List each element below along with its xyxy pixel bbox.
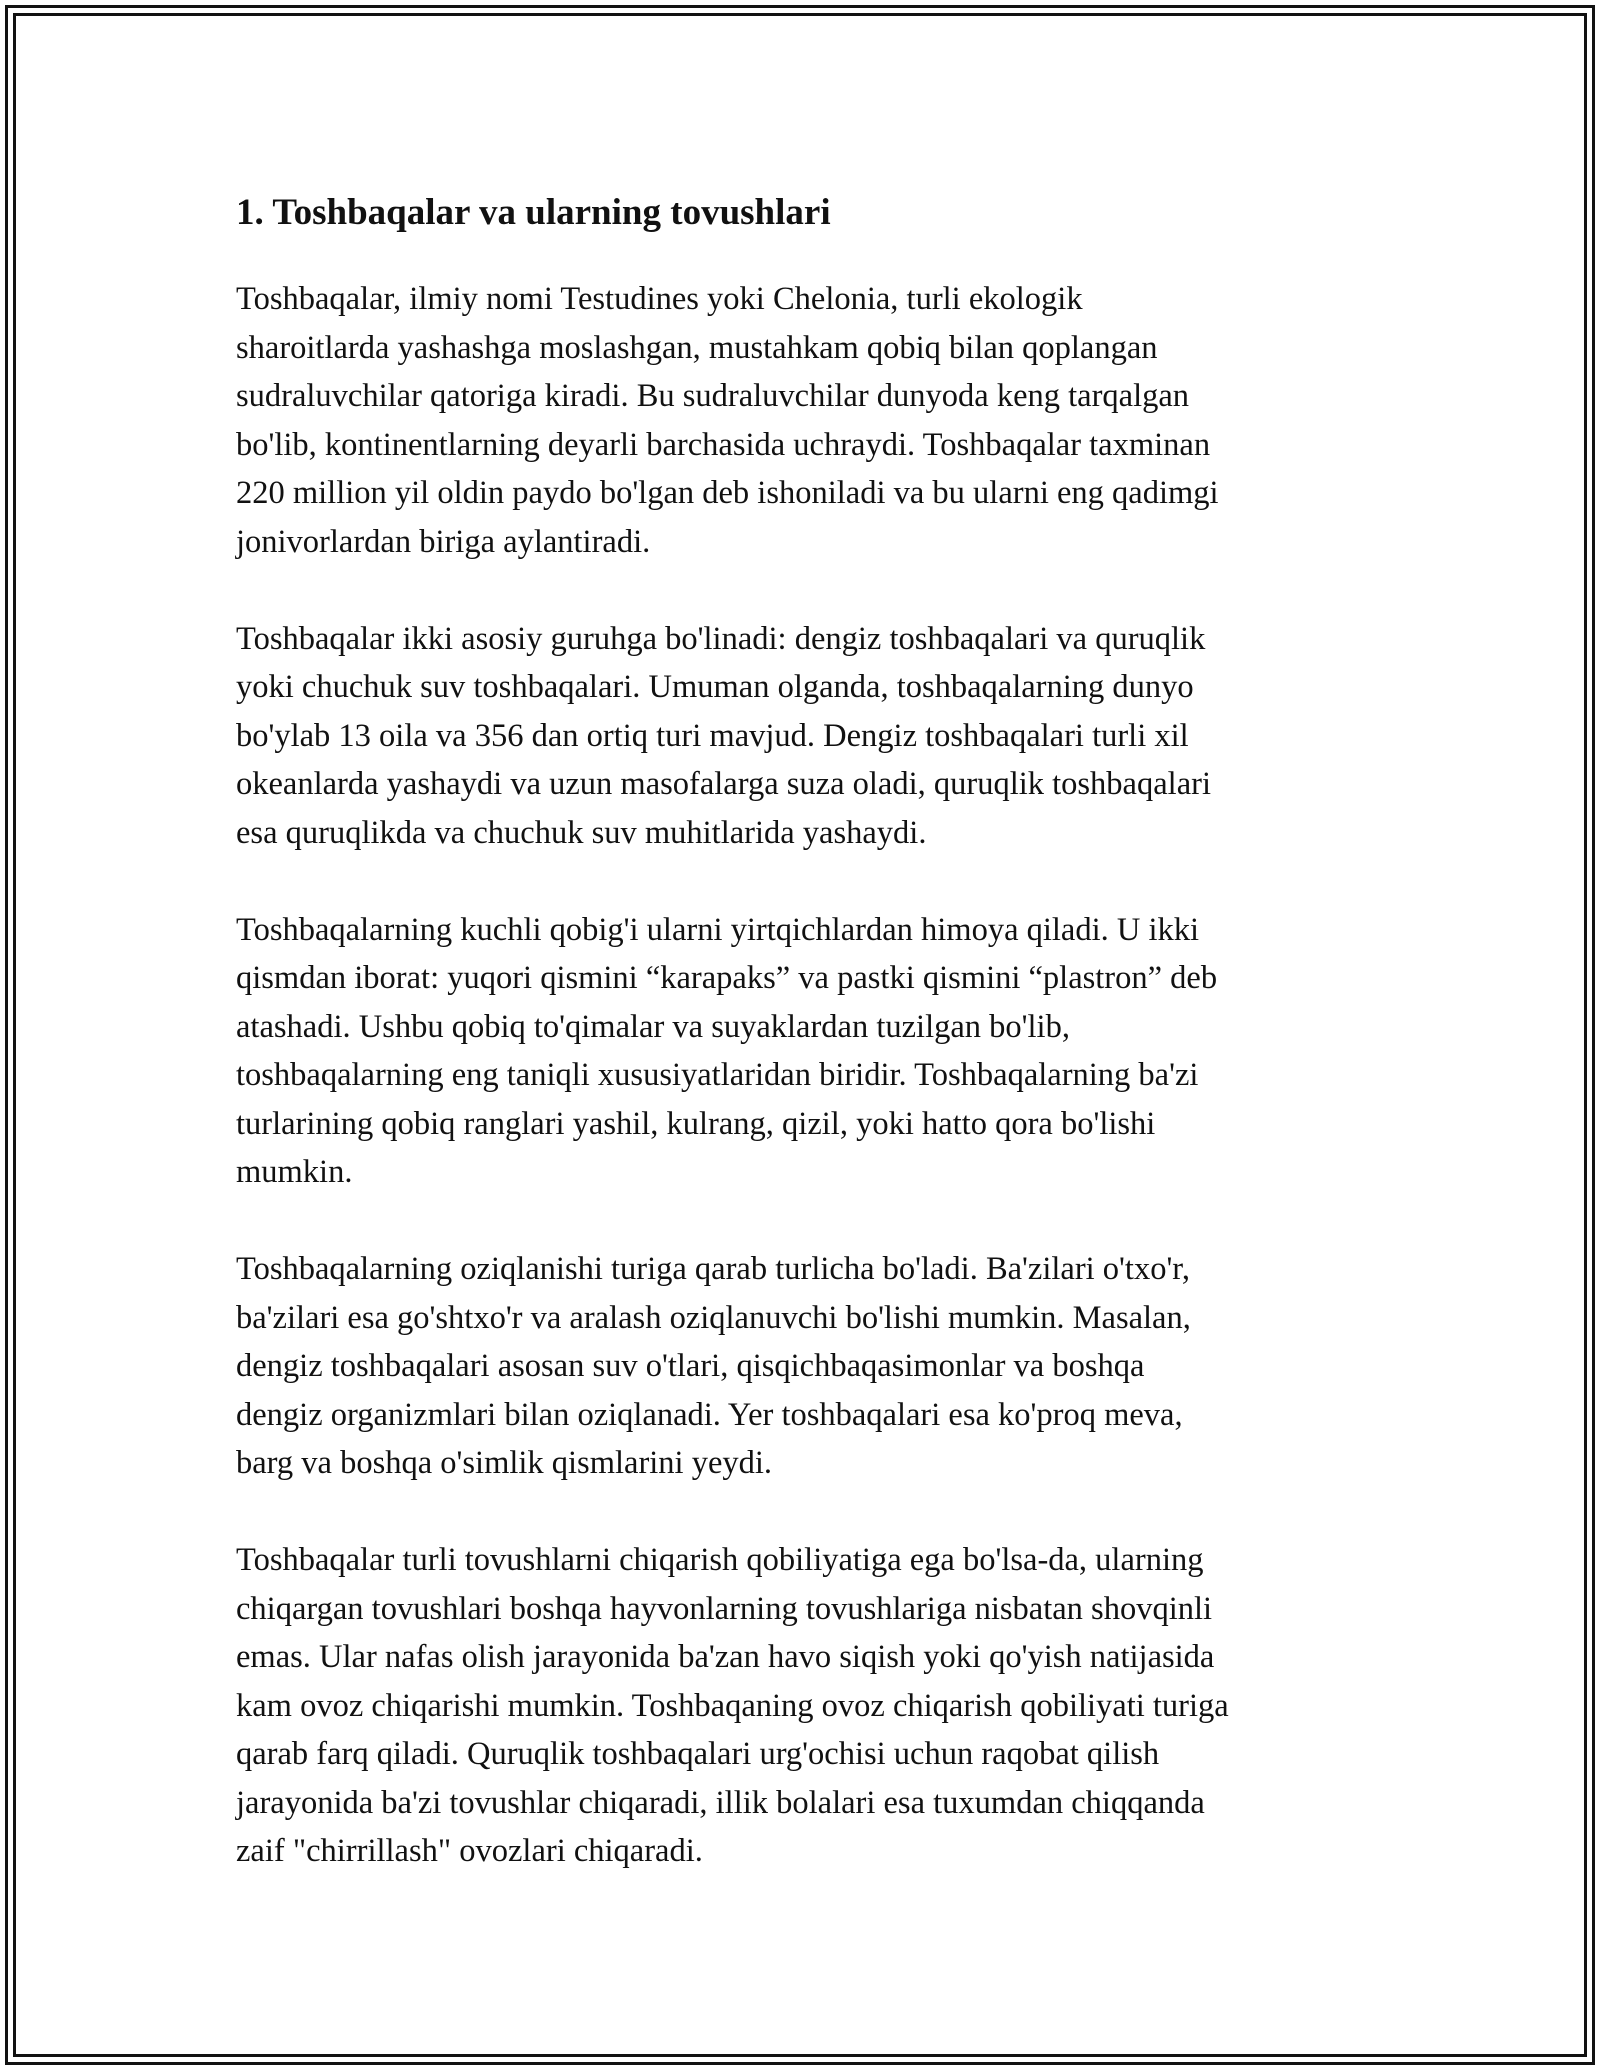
- text-line: bo'ylab 13 oila va 356 dan ortiq turi mavjud. Dengiz toshbaqalari turli xil: [236, 717, 1189, 754]
- document-title: 1. Toshbaqalar va ularning tovushlari: [236, 192, 831, 233]
- paragraph: [236, 906, 1376, 1197]
- paragraph: [236, 1245, 1376, 1488]
- text-line: chiqargan tovushlari boshqa hayvonlarning tovushlariga nisbatan shovqinli: [236, 1590, 1213, 1627]
- paragraph: [236, 1536, 1376, 1876]
- text-line: emas. Ular nafas olish jarayonida ba'zan havo siqish yoki qo'yish natijasida: [236, 1639, 1215, 1675]
- text-line: kam ovoz chiqarishi mumkin. Toshbaqaning ovoz chiqarish qobiliyati turiga: [236, 1687, 1229, 1724]
- text-line: yoki chuchuk suv toshbaqalari. Umuman olganda, toshbaqalarning dunyo: [236, 669, 1194, 705]
- text-line: zaif "chirrillash" ovozlari chiqaradi.: [236, 1833, 703, 1869]
- text-line: toshbaqalarning eng taniqli xususiyatlaridan biridir. Toshbaqalarning ba'zi: [236, 1057, 1199, 1093]
- text-line: Toshbaqalar turli tovushlarni chiqarish qobiliyatiga ega bo'lsa-da, ularning: [236, 1542, 1204, 1578]
- text-line: turlarining qobiq ranglari yashil, kulrang, qizil, yoki hatto qora bo'lishi: [236, 1105, 1156, 1142]
- text-line: okeanlarda yashaydi va uzun masofalarga suza oladi, quruqlik toshbaqalari: [236, 766, 1211, 802]
- text-line: Toshbaqalarning kuchli qobig'i ularni yirtqichlardan himoya qiladi. U ikki: [236, 911, 1200, 948]
- text-line: Toshbaqalarning oziqlanishi turiga qarab turlicha bo'ladi. Ba'zilari o'txo'r,: [236, 1251, 1190, 1287]
- text-line: jonivorlardan biriga aylantiradi.: [236, 523, 651, 560]
- text-line: 220 million yil oldin paydo bo'lgan deb ishoniladi va bu ularni eng qadimgi: [236, 475, 1219, 511]
- text-line: esa quruqlikda va chuchuk suv muhitlarida yashaydi.: [236, 814, 927, 851]
- text-line: ba'zilari esa go'shtxo'r va aralash oziqlanuvchi bo'lishi mumkin. Masalan,: [236, 1299, 1191, 1336]
- text-line: jarayonida ba'zi tovushlar chiqaradi, illik bolalari esa tuxumdan chiqqanda: [236, 1784, 1205, 1821]
- text-line: Toshbaqalar ikki asosiy guruhga bo'linadi: dengiz toshbaqalari va quruqlik: [236, 620, 1206, 657]
- text-line: qarab farq qiladi. Quruqlik toshbaqalari urg'ochisi uchun raqobat qilish: [236, 1736, 1160, 1772]
- paragraph: [236, 615, 1376, 858]
- text-line: Toshbaqalar, ilmiy nomi Testudines yoki Chelonia, turli ekologik: [236, 281, 1083, 317]
- paragraph: [236, 275, 1376, 566]
- text-line: barg va boshqa o'simlik qismlarini yeydi.: [236, 1445, 773, 1481]
- text-line: sudraluvchilar qatoriga kiradi. Bu sudraluvchilar dunyoda keng tarqalgan: [236, 378, 1190, 414]
- text-line: bo'lib, kontinentlarning deyarli barchasida uchraydi. Toshbaqalar taxminan: [236, 426, 1211, 463]
- text-line: mumkin.: [236, 1154, 353, 1190]
- text-line: dengiz toshbaqalari asosan suv o'tlari, qisqichbaqasimonlar va boshqa: [236, 1348, 1145, 1384]
- document-body: [236, 185, 1376, 1924]
- text-line: dengiz organizmlari bilan oziqlanadi. Yer toshbaqalari esa ko'proq meva,: [236, 1396, 1183, 1433]
- text-line: atashadi. Ushbu qobiq to'qimalar va suyaklardan tuzilgan bo'lib,: [236, 1008, 1070, 1045]
- text-line: qismdan iborat: yuqori qismini “karapaks” va pastki qismini “plastron” deb: [236, 960, 1218, 996]
- text-line: sharoitlarda yashashga moslashgan, mustahkam qobiq bilan qoplangan: [236, 329, 1158, 366]
